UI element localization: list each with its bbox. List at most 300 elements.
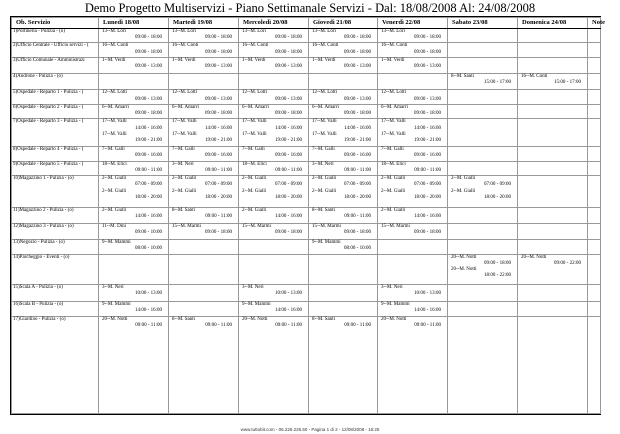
worker-name: 17--M. Valli <box>312 119 337 125</box>
worker-name: 7--M. Galli <box>242 147 265 153</box>
shift-cell <box>378 302 448 316</box>
shift-time: 09:00 - 18:00 <box>205 35 232 41</box>
note-cell <box>588 90 601 104</box>
shift-cell <box>169 176 239 207</box>
worker-name: 13--M. Lorì <box>102 29 126 34</box>
worker-name: 2--M. Gialli <box>242 176 267 182</box>
shift-entry <box>239 132 308 144</box>
shift-time: 09:00 - 18:00 <box>205 230 232 236</box>
shift-cell <box>99 284 169 301</box>
worker-name: 9--M. Mammi <box>102 240 131 246</box>
shift-cell <box>309 104 378 118</box>
shift-entry <box>518 255 587 267</box>
shift-entry <box>309 119 377 131</box>
service-cell: 2)Ufficio Centrale - Ufficio servizi - ( <box>12 43 99 57</box>
shift-cell <box>518 223 588 239</box>
worker-name: 13--M. Lorì <box>172 29 196 34</box>
shift-time: 09:00 - 10:00 <box>135 230 162 236</box>
shift-cell <box>378 147 448 161</box>
shift-entry <box>239 43 308 55</box>
shift-time: 19:00 - 21:00 <box>344 137 371 143</box>
worker-name: 20--M. Notti <box>242 316 268 322</box>
header-note: Note <box>588 18 601 29</box>
page-footer: www.tuttobit.com - 06.226.226.50 - Pagina 1 di 2 - 12/08/2008 - 16:25 <box>240 427 380 432</box>
shift-entry <box>99 208 168 220</box>
shift-entry <box>239 119 308 131</box>
shift-time: 18:00 - 20:00 <box>414 194 441 200</box>
shift-time: 07:00 - 09:00 <box>344 182 371 188</box>
shift-entry <box>169 189 238 201</box>
shift-time: 07:00 - 09:00 <box>414 182 441 188</box>
note-cell <box>588 43 601 57</box>
shift-entry <box>99 317 168 329</box>
header-friday: Venerdì 22/08 <box>378 18 448 29</box>
worker-name: 17--M. Valli <box>242 119 267 125</box>
service-cell: 3)Ufficio Comunale - Amministrazi <box>12 57 99 73</box>
shift-cell <box>448 90 518 104</box>
worker-name: 2--M. Gialli <box>102 207 127 213</box>
shift-time: 09:00 - 18:00 <box>205 111 232 117</box>
shift-entry <box>99 147 168 159</box>
worker-name: 20--M. Notti <box>102 316 128 322</box>
shift-entry <box>309 90 377 102</box>
shift-time: 14:00 - 16:00 <box>275 125 302 131</box>
shift-time: 09:00 - 11:00 <box>344 213 371 219</box>
worker-name: 13--M. Lorì <box>312 29 336 34</box>
shift-cell <box>99 207 169 223</box>
shift-cell <box>239 57 309 73</box>
shift-time: 09:00 - 18:00 <box>275 35 302 41</box>
shift-cell <box>169 161 239 175</box>
worker-name: 3--M. Neri <box>172 161 194 167</box>
page-title: Demo Progetto Multiservizi - Piano Settimanale Servizi - Dal: 18/08/2008 Al: 24/08/2008 <box>84 1 536 15</box>
shift-cell <box>378 284 448 301</box>
service-cell: 5)Ospedale - Reparto 1 - Pulizia - ( <box>12 90 99 104</box>
note-cell <box>588 316 601 413</box>
table-row <box>12 57 601 73</box>
worker-name: 13--M. Lorì <box>381 29 405 34</box>
shift-time: 09:00 - 13:00 <box>205 64 232 70</box>
worker-name: 18--M. Elici <box>102 161 127 167</box>
shift-cell <box>448 302 518 316</box>
shift-cell <box>239 161 309 175</box>
shift-entry <box>378 43 447 55</box>
shift-cell <box>169 90 239 104</box>
shift-cell <box>448 316 518 413</box>
worker-name: 13--M. Lorì <box>242 29 266 34</box>
worker-name: 9--M. Mammi <box>312 240 341 246</box>
worker-name: 3--M. Neri <box>102 284 124 290</box>
shift-cell <box>448 161 518 175</box>
shift-cell <box>378 161 448 175</box>
shift-entry <box>448 255 517 267</box>
worker-name: 15--M. Marmi <box>312 223 341 229</box>
table-row <box>12 161 601 175</box>
shift-entry <box>239 90 308 102</box>
shift-time: 19:00 - 21:00 <box>275 137 302 143</box>
shift-cell <box>518 316 588 413</box>
shift-cell <box>448 254 518 284</box>
service-cell: 7)Ospedale - Reparto 3 - Pulizia - ( <box>12 119 99 147</box>
shift-cell <box>448 29 518 43</box>
shift-cell <box>448 176 518 207</box>
shift-cell <box>378 240 448 254</box>
shift-cell <box>239 90 309 104</box>
service-cell: 11)Magazzino 2 - Pulizia - (o) <box>12 207 99 223</box>
shift-cell <box>309 302 378 316</box>
shift-cell <box>448 119 518 147</box>
shift-time: 09:00 - 13:00 <box>414 96 441 102</box>
shift-cell <box>448 74 518 90</box>
shift-time: 09:00 - 16:00 <box>135 153 162 159</box>
service-cell: 4)Androne - Pulizia - (o) <box>12 74 99 90</box>
worker-name: 2--M. Gialli <box>381 176 406 182</box>
worker-name: 1--M. Verdi <box>172 57 196 63</box>
shift-entry <box>309 317 377 329</box>
worker-name: 3--M. Neri <box>242 284 264 290</box>
shift-cell <box>309 223 378 239</box>
shift-entry <box>99 302 168 314</box>
shift-time: 14:00 - 16:00 <box>205 125 232 131</box>
worker-name: 17--M. Valli <box>102 119 127 125</box>
shift-time: 09:00 - 22:00 <box>554 260 581 266</box>
shift-time: 09:00 - 13:00 <box>275 96 302 102</box>
note-cell <box>588 29 601 43</box>
shift-cell <box>239 207 309 223</box>
service-cell: 6)Ospedale - Reparto 2 - Pulizia - ( <box>12 104 99 118</box>
service-cell: 1)Portineria - Pulizia - (o) <box>12 29 99 43</box>
shift-time: 09:00 - 18:00 <box>275 111 302 117</box>
shift-entry <box>378 105 447 117</box>
shift-cell <box>239 302 309 316</box>
note-cell <box>588 147 601 161</box>
shift-time: 09:00 - 18:00 <box>344 49 371 55</box>
shift-time: 09:00 - 18:00 <box>344 111 371 117</box>
shift-cell <box>169 147 239 161</box>
service-cell: 8)Ospedale - Reparto 4 - Pulizia - ( <box>12 147 99 161</box>
table-row <box>12 302 601 316</box>
schedule-table <box>11 17 605 414</box>
shift-time: 14:00 - 16:00 <box>135 213 162 219</box>
worker-name: 7--M. Galli <box>312 147 335 153</box>
shift-entry <box>99 285 168 297</box>
shift-entry <box>169 176 238 188</box>
worker-name: 11--M. Dini <box>102 223 126 229</box>
shift-time: 09:00 - 18:00 <box>275 49 302 55</box>
shift-time: 09:00 - 18:00 <box>414 230 441 236</box>
shift-time: 08:00 - 10:00 <box>344 246 371 252</box>
header-monday: Lunedì 18/08 <box>99 18 169 29</box>
shift-cell <box>239 119 309 147</box>
table-row <box>12 74 601 90</box>
worker-name: 9--M. Mammi <box>381 302 410 308</box>
shift-entry <box>518 74 587 86</box>
shift-cell <box>518 119 588 147</box>
table-row <box>12 43 601 57</box>
worker-name: 16--M. Conti <box>312 43 339 49</box>
shift-entry <box>378 302 447 314</box>
shift-entry <box>239 208 308 220</box>
shift-entry <box>169 224 238 236</box>
table-row <box>12 104 601 118</box>
shift-time: 09:00 - 11:00 <box>205 167 232 173</box>
shift-entry <box>378 119 447 131</box>
table-row <box>12 316 601 413</box>
shift-entry <box>378 58 447 70</box>
shift-entry <box>378 132 447 144</box>
shift-cell <box>99 254 169 284</box>
worker-name: 12--M. Lotti <box>242 90 267 96</box>
shift-entry <box>378 285 447 297</box>
shift-cell <box>309 119 378 147</box>
shift-time: 09:00 - 13:00 <box>205 96 232 102</box>
shift-cell <box>239 240 309 254</box>
shift-time: 18:00 - 22:00 <box>484 273 511 279</box>
shift-entry <box>239 317 308 329</box>
worker-name: 6--M. Amarri <box>312 104 339 110</box>
shift-entry <box>378 90 447 102</box>
shift-cell <box>309 316 378 413</box>
worker-name: 12--M. Lotti <box>381 90 406 96</box>
shift-cell <box>169 74 239 90</box>
shift-entry <box>239 162 308 174</box>
worker-name: 8--M. Santi <box>312 207 336 213</box>
shift-time: 18:00 - 20:00 <box>344 194 371 200</box>
worker-name: 8--M. Santi <box>312 316 336 322</box>
worker-name: 3--M. Neri <box>312 161 334 167</box>
shift-cell <box>378 90 448 104</box>
shift-entry <box>239 58 308 70</box>
worker-name: 17--M. Valli <box>381 131 406 137</box>
shift-cell <box>309 161 378 175</box>
shift-cell <box>378 176 448 207</box>
shift-time: 09:00 - 18:00 <box>484 260 511 266</box>
worker-name: 6--M. Amarri <box>172 104 199 110</box>
shift-cell <box>99 240 169 254</box>
shift-entry <box>309 176 377 188</box>
shift-cell <box>169 57 239 73</box>
worker-name: 18--M. Elici <box>242 161 267 167</box>
shift-entry <box>309 132 377 144</box>
worker-name: 17--M. Valli <box>172 119 197 125</box>
worker-name: 2--M. Gialli <box>381 188 406 194</box>
shift-time: 14:00 - 16:00 <box>414 125 441 131</box>
shift-time: 09:00 - 16:00 <box>344 153 371 159</box>
note-cell <box>588 161 601 175</box>
shift-cell <box>448 43 518 57</box>
shift-time: 09:00 - 13:00 <box>275 64 302 70</box>
worker-name: 12--M. Lotti <box>312 90 337 96</box>
shift-cell <box>169 207 239 223</box>
shift-time: 09:00 - 18:00 <box>344 35 371 41</box>
shift-time: 09:00 - 18:00 <box>414 35 441 41</box>
shift-time: 09:00 - 11:00 <box>135 167 162 173</box>
shift-entry <box>378 162 447 174</box>
service-cell: 15)Scala A - Pulizia - (o) <box>12 284 99 301</box>
worker-name: 2--M. Gialli <box>102 176 127 182</box>
shift-cell <box>309 207 378 223</box>
shift-entry <box>99 105 168 117</box>
worker-name: 2--M. Gialli <box>242 188 267 194</box>
shift-entry <box>448 74 517 86</box>
worker-name: 2--M. Gialli <box>172 188 197 194</box>
shift-entry <box>309 208 377 220</box>
shift-cell <box>309 176 378 207</box>
shift-cell <box>99 57 169 73</box>
shift-cell <box>99 176 169 207</box>
note-cell <box>588 240 601 254</box>
note-cell <box>588 302 601 316</box>
header-saturday: Sabato 23/08 <box>448 18 518 29</box>
worker-name: 8--M. Santi <box>172 207 196 213</box>
worker-name: 7--M. Galli <box>381 147 404 153</box>
table-row <box>12 90 601 104</box>
note-cell <box>588 104 601 118</box>
shift-cell <box>169 302 239 316</box>
shift-entry <box>378 189 447 201</box>
shift-cell <box>239 43 309 57</box>
shift-cell <box>448 207 518 223</box>
shift-time: 09:00 - 18:00 <box>344 230 371 236</box>
shift-cell <box>518 176 588 207</box>
service-cell: 17)Giardino - Pulizia - (o) <box>12 316 99 413</box>
shift-entry <box>169 119 238 131</box>
shift-cell <box>378 43 448 57</box>
shift-entry <box>448 176 517 188</box>
worker-name: 6--M. Amarri <box>242 104 269 110</box>
shift-cell <box>448 147 518 161</box>
worker-name: 2--M. Gialli <box>312 188 337 194</box>
shift-time: 09:00 - 11:00 <box>275 322 302 328</box>
worker-name: 17--M. Valli <box>381 119 406 125</box>
shift-time: 07:00 - 09:00 <box>275 182 302 188</box>
shift-entry <box>99 90 168 102</box>
table-row <box>12 119 601 147</box>
shift-entry <box>99 189 168 201</box>
schedule-sheet <box>10 16 605 415</box>
table-row <box>12 176 601 207</box>
shift-entry <box>169 43 238 55</box>
shift-entry <box>448 267 517 279</box>
worker-name: 2--M. Gialli <box>172 176 197 182</box>
shift-time: 14:00 - 16:00 <box>414 308 441 314</box>
worker-name: 9--M. Mammi <box>242 302 271 308</box>
worker-name: 7--M. Galli <box>172 147 195 153</box>
shift-cell <box>169 104 239 118</box>
shift-time: 09:00 - 13:00 <box>135 64 162 70</box>
shift-entry <box>309 162 377 174</box>
note-cell <box>588 74 601 90</box>
shift-cell <box>378 74 448 90</box>
shift-cell <box>518 74 588 90</box>
shift-time: 09:00 - 13:00 <box>414 64 441 70</box>
shift-entry <box>309 240 377 252</box>
shift-cell <box>378 119 448 147</box>
worker-name: 18--M. Elici <box>381 161 406 167</box>
table-row <box>12 207 601 223</box>
shift-entry <box>309 29 377 41</box>
worker-name: 15--M. Marmi <box>242 223 271 229</box>
shift-cell <box>239 316 309 413</box>
shift-cell <box>518 57 588 73</box>
shift-cell <box>309 29 378 43</box>
worker-name: 2--M. Gialli <box>242 207 267 213</box>
service-cell: 12)Magazzino 3 - Pulizia - (o) <box>12 223 99 239</box>
note-cell <box>588 254 601 284</box>
shift-entry <box>309 105 377 117</box>
shift-time: 08:00 - 10:00 <box>135 246 162 252</box>
shift-cell <box>518 302 588 316</box>
note-cell <box>588 57 601 73</box>
shift-entry <box>169 147 238 159</box>
shift-time: 09:00 - 11:00 <box>135 322 162 328</box>
shift-time: 09:00 - 18:00 <box>205 49 232 55</box>
shift-cell <box>99 104 169 118</box>
shift-time: 15:00 - 17:00 <box>554 80 581 86</box>
shift-cell <box>99 223 169 239</box>
shift-cell <box>309 240 378 254</box>
shift-entry <box>239 302 308 314</box>
shift-cell <box>99 316 169 413</box>
worker-name: 1--M. Verdi <box>312 57 336 63</box>
worker-name: 1--M. Verdi <box>242 57 266 63</box>
shift-cell <box>518 147 588 161</box>
shift-time: 09:00 - 11:00 <box>414 322 441 328</box>
table-row <box>12 284 601 301</box>
shift-cell <box>518 161 588 175</box>
shift-entry <box>169 29 238 41</box>
worker-name: 17--M. Valli <box>312 131 337 137</box>
shift-cell <box>169 223 239 239</box>
header-wednesday: Mercoledì 20/08 <box>239 18 309 29</box>
header-tuesday: Martedì 19/08 <box>169 18 239 29</box>
worker-name: 16--M. Conti <box>102 43 129 49</box>
shift-time: 19:00 - 21:00 <box>414 137 441 143</box>
worker-name: 8--M. Santi <box>451 74 475 80</box>
note-cell <box>588 119 601 147</box>
shift-entry <box>99 176 168 188</box>
worker-name: 7--M. Galli <box>102 147 125 153</box>
worker-name: 16--M. Conti <box>172 43 199 49</box>
shift-cell <box>99 302 169 316</box>
shift-entry <box>169 162 238 174</box>
shift-cell <box>309 254 378 284</box>
shift-cell <box>169 240 239 254</box>
worker-name: 8--M. Santi <box>172 316 196 322</box>
shift-cell <box>239 223 309 239</box>
table-row <box>12 240 601 254</box>
shift-cell <box>448 104 518 118</box>
shift-time: 09:00 - 16:00 <box>275 153 302 159</box>
shift-cell <box>239 254 309 284</box>
worker-name: 2--M. Gialli <box>381 207 406 213</box>
shift-cell <box>169 29 239 43</box>
header-sunday: Domenica 24/08 <box>518 18 588 29</box>
shift-cell <box>239 284 309 301</box>
shift-time: 19:00 - 21:00 <box>135 137 162 143</box>
shift-entry <box>239 176 308 188</box>
shift-time: 14:00 - 16:00 <box>135 125 162 131</box>
shift-cell <box>448 223 518 239</box>
worker-name: 6--M. Amarri <box>102 104 129 110</box>
worker-name: 12--M. Lotti <box>102 90 127 96</box>
shift-entry <box>99 119 168 131</box>
shift-time: 19:00 - 21:00 <box>205 137 232 143</box>
shift-cell <box>378 104 448 118</box>
shift-cell <box>169 43 239 57</box>
worker-name: 6--M. Amarri <box>381 104 408 110</box>
table-row <box>12 147 601 161</box>
